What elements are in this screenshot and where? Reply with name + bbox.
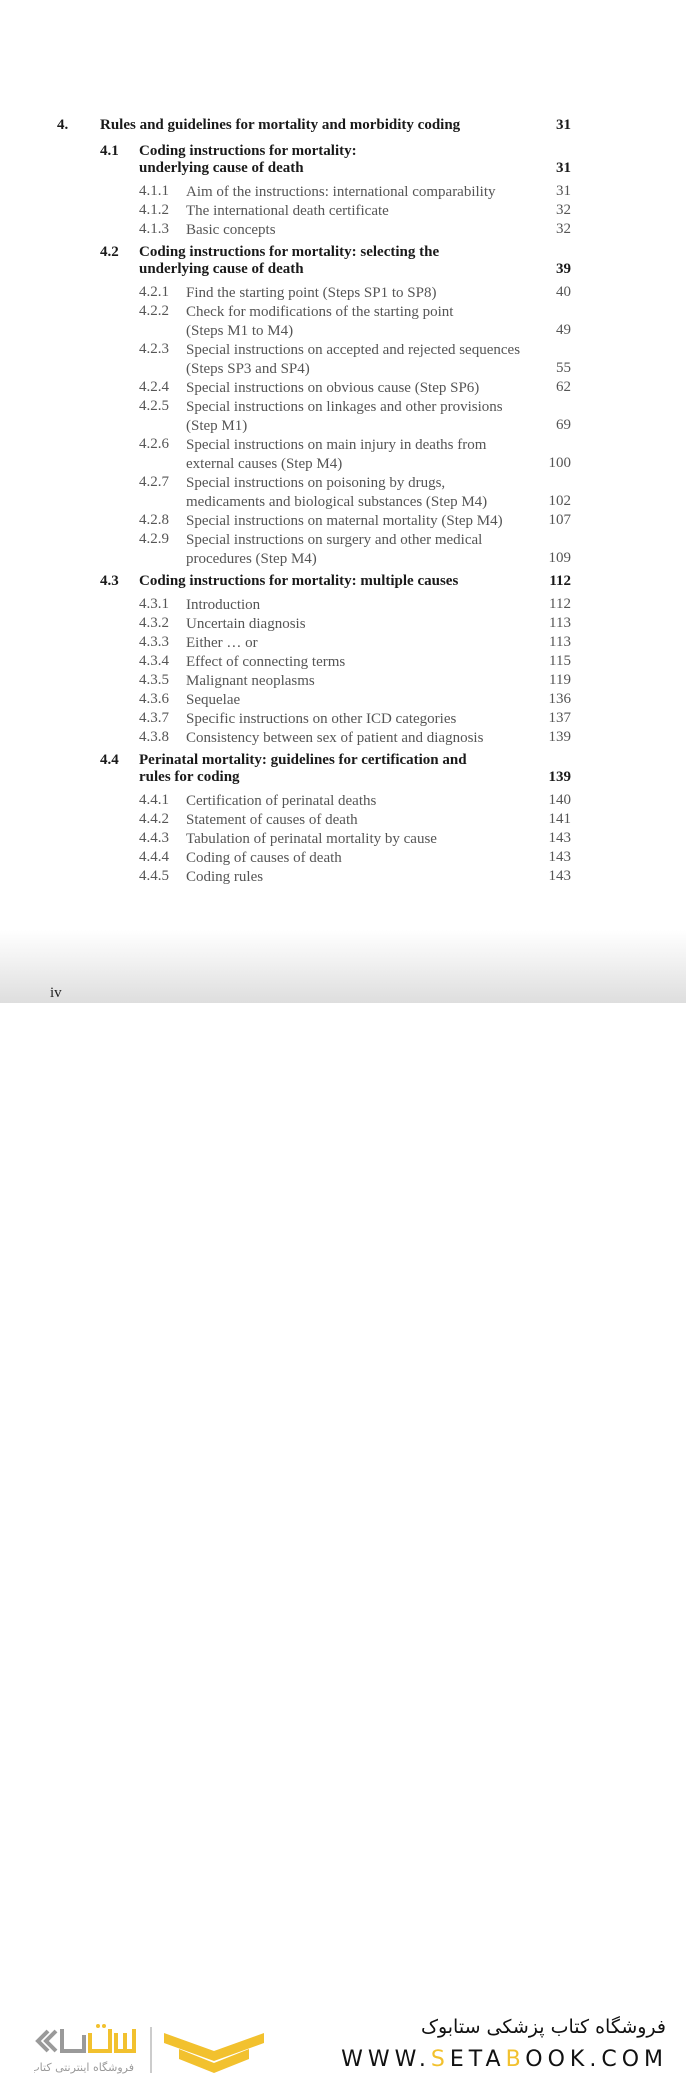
publisher-footer: [0, 1003, 686, 2074]
subsection-title: Special instructions on poisoning by drugs, medicaments and biological substances (Step M4): [186, 475, 488, 510]
subsection-page: 49: [556, 322, 571, 338]
subsection-number: 4.4.3: [139, 830, 169, 846]
section-number: 4.1: [100, 143, 119, 159]
chapter-number: 4.: [57, 117, 69, 133]
subsection-number: 4.4.2: [139, 811, 169, 827]
subsection-page: 143: [548, 830, 571, 846]
subsection-page: 62: [556, 379, 571, 395]
subsection-number: 4.4.4: [139, 849, 169, 865]
subsection-number: 4.2.6: [139, 436, 169, 452]
chapter-page: 31: [556, 117, 571, 133]
subsection-title: Statement of causes of death: [186, 812, 358, 828]
subsection-title: Tabulation of perinatal mortality by cause: [186, 831, 437, 847]
section-title: Coding instructions for mortality: underlying cause of death: [139, 143, 357, 176]
subsection-page: 115: [549, 653, 571, 669]
subsection-number: 4.3.6: [139, 691, 169, 707]
subsection-number: 4.4.5: [139, 868, 169, 884]
subsection-page: 100: [548, 455, 571, 471]
subsection-title: Specific instructions on other ICD categories: [186, 711, 457, 727]
subsection-page: 32: [556, 221, 571, 237]
subsection-page: 32: [556, 202, 571, 218]
subsection-title: Consistency between sex of patient and diagnosis: [186, 730, 484, 746]
subsection-title: Certification of perinatal deaths: [186, 793, 377, 809]
subsection-page: 102: [548, 493, 571, 509]
section-number: 4.4: [100, 752, 119, 768]
subsection-number: 4.1.1: [139, 183, 169, 199]
section-page: 39: [556, 261, 571, 277]
subsection-page: 143: [548, 849, 571, 865]
subsection-title: Coding rules: [186, 869, 264, 885]
page-folio: iv: [50, 985, 62, 1001]
subsection-number: 4.3.2: [139, 615, 169, 631]
subsection-number: 4.2.1: [139, 284, 169, 300]
subsection-number: 4.2.2: [139, 303, 169, 319]
subsection-number: 4.3.7: [139, 710, 169, 726]
section-title: Coding instructions for mortality: multiple causes: [139, 573, 459, 589]
subsection-page: 107: [548, 512, 571, 528]
setabook-logo: [34, 2021, 264, 2077]
subsection-title: Special instructions on main injury in deaths from external causes (Step M4): [186, 437, 487, 472]
shop-title: فروشگاه کتاب پزشکی ستابوک: [420, 2016, 666, 2038]
svg-text:فروشگاه اینترنتی کتاب: فروشگاه اینترنتی کتاب: [34, 2061, 134, 2074]
subsection-title: Check for modifications of the starting point (Steps M1 to M4): [186, 304, 454, 339]
subsection-number: 4.3.5: [139, 672, 169, 688]
subsection-title: Special instructions on surgery and other medical procedures (Step M4): [186, 532, 483, 567]
section-number: 4.3: [100, 573, 119, 589]
section-number: 4.2: [100, 244, 119, 260]
subsection-number: 4.4.1: [139, 792, 169, 808]
subsection-number: 4.2.5: [139, 398, 169, 414]
subsection-title: Malignant neoplasms: [186, 673, 315, 689]
subsection-title: Effect of connecting terms: [186, 654, 346, 670]
subsection-page: 139: [548, 729, 571, 745]
subsection-page: 140: [548, 792, 571, 808]
subsection-page: 109: [548, 550, 571, 566]
subsection-title: The international death certificate: [186, 203, 389, 219]
subsection-page: 31: [556, 183, 571, 199]
subsection-title: Aim of the instructions: international comparability: [186, 184, 496, 200]
subsection-title: Special instructions on maternal mortality (Step M4): [186, 513, 503, 529]
section-page: 139: [548, 769, 571, 785]
subsection-page: 40: [556, 284, 571, 300]
section-page: 112: [549, 573, 571, 589]
subsection-title: Uncertain diagnosis: [186, 616, 306, 632]
subsection-number: 4.3.3: [139, 634, 169, 650]
subsection-title: Coding of causes of death: [186, 850, 342, 866]
subsection-page: 137: [548, 710, 571, 726]
subsection-number: 4.3.4: [139, 653, 169, 669]
subsection-number: 4.2.3: [139, 341, 169, 357]
subsection-number: 4.2.4: [139, 379, 169, 395]
subsection-number: 4.2.7: [139, 474, 169, 490]
subsection-title: Either … or: [186, 635, 258, 651]
subsection-number: 4.1.3: [139, 221, 169, 237]
subsection-page: 55: [556, 360, 571, 376]
subsection-number: 4.2.9: [139, 531, 169, 547]
subsection-page: 119: [549, 672, 571, 688]
subsection-page: 113: [549, 634, 571, 650]
subsection-title: Sequelae: [186, 692, 241, 708]
subsection-number: 4.2.8: [139, 512, 169, 528]
subsection-number: 4.1.2: [139, 202, 169, 218]
subsection-page: 69: [556, 417, 571, 433]
subsection-page: 136: [548, 691, 571, 707]
subsection-title: Find the starting point (Steps SP1 to SP8): [186, 285, 437, 301]
subsection-page: 141: [548, 811, 571, 827]
subsection-page: 143: [548, 868, 571, 884]
toc-page: [0, 0, 686, 1003]
section-title: Perinatal mortality: guidelines for certification and rules for coding: [139, 752, 467, 785]
shop-url[interactable]: WWW.SETABOOK.COM: [341, 2047, 668, 2072]
logo-graphic-icon: [34, 2021, 264, 2077]
subsection-number: 4.3.8: [139, 729, 169, 745]
subsection-title: Special instructions on obvious cause (Step SP6): [186, 380, 480, 396]
chapter-title: Rules and guidelines for mortality and morbidity coding: [100, 117, 461, 133]
subsection-title: Special instructions on linkages and other provisions (Step M1): [186, 399, 503, 434]
subsection-title: Introduction: [186, 597, 261, 613]
subsection-page: 113: [549, 615, 571, 631]
subsection-title: Basic concepts: [186, 222, 276, 238]
section-page: 31: [556, 160, 571, 176]
subsection-number: 4.3.1: [139, 596, 169, 612]
subsection-page: 112: [549, 596, 571, 612]
section-title: Coding instructions for mortality: selecting the underlying cause of death: [139, 244, 440, 277]
subsection-title: Special instructions on accepted and rejected sequences (Steps SP3 and SP4): [186, 342, 521, 377]
